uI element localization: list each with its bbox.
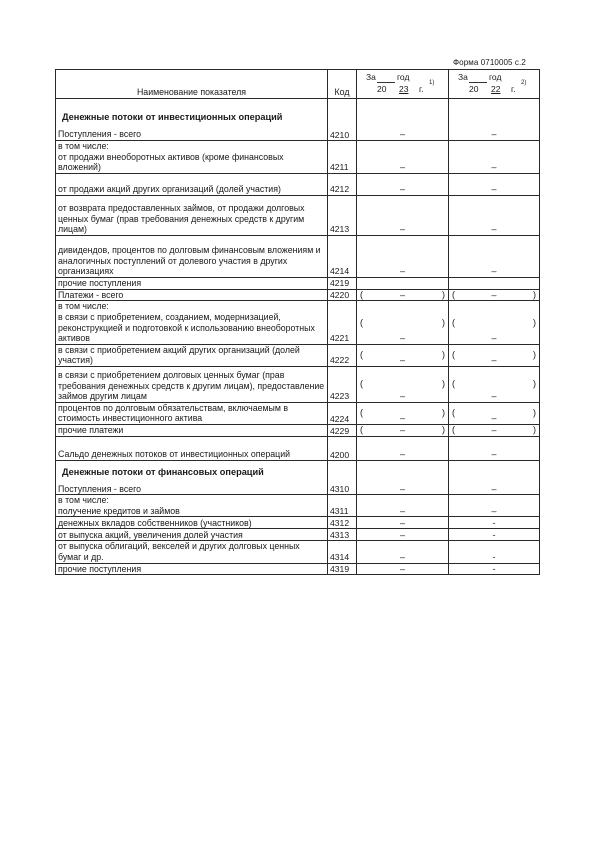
value-v2-10 — [449, 402, 540, 424]
row-label-text: в том числе: от продажи внеоборотных активов (кроме финансовых вложений) — [58, 141, 284, 173]
row-label-0 — [56, 99, 328, 141]
table-row — [56, 402, 540, 424]
value-text: – — [399, 505, 405, 516]
value-text: – — [491, 129, 497, 140]
value-v2-16 — [449, 529, 540, 541]
value-v2-8 — [449, 344, 540, 366]
table-row — [56, 517, 540, 529]
row-label-10 — [56, 402, 328, 424]
header-year1-god: год — [397, 72, 410, 82]
value-text: - — [492, 529, 496, 540]
row-code-15: 4312 — [328, 517, 357, 529]
row-label-text: от выпуска акций, увеличения долей участия — [58, 529, 243, 540]
paren-close: ) — [533, 424, 536, 435]
header-year-previous — [449, 70, 540, 99]
row-label-4 — [56, 235, 328, 277]
paren-close: ) — [533, 317, 536, 328]
paren-open: ( — [452, 349, 455, 360]
table-row — [56, 436, 540, 460]
value-text: – — [399, 390, 405, 401]
value-text: – — [491, 289, 497, 300]
row-label-text: в связи с приобретением долговых ценных бумаг (прав требования денежных средств к другим лицам), предоставление займов другим лицам — [58, 370, 325, 402]
value-v2-1 — [449, 141, 540, 174]
row-code-9: 4223 — [328, 366, 357, 402]
table-row — [56, 366, 540, 402]
value-v2-6 — [449, 289, 540, 301]
value-v2-9 — [449, 366, 540, 402]
value-v2-0 — [449, 99, 540, 141]
value-v2-14 — [449, 495, 540, 517]
value-v1-5 — [357, 277, 449, 289]
value-v1-2 — [357, 173, 449, 195]
row-code-4: 4214 — [328, 235, 357, 277]
row-code-6: 4220 — [328, 289, 357, 301]
row-label-3 — [56, 195, 328, 235]
row-label-2 — [56, 173, 328, 195]
value-v2-3 — [449, 195, 540, 235]
value-v2-18 — [449, 563, 540, 575]
value-text: – — [399, 129, 405, 140]
form-number: Форма 0710005 с.2 — [453, 58, 526, 67]
value-text: – — [491, 413, 497, 424]
row-code-10: 4224 — [328, 402, 357, 424]
paren-open: ( — [360, 349, 363, 360]
header-year2-za: За — [458, 72, 468, 82]
row-code-0: 4210 — [328, 99, 357, 141]
row-label-text: от возврата предоставленных займов, от продажи долговых ценных бумаг (прав требования денежных средств к другим лицам) — [58, 203, 305, 235]
table-row — [56, 195, 540, 235]
value-text: – — [399, 223, 405, 234]
value-v2-17 — [449, 541, 540, 563]
row-code-2: 4212 — [328, 173, 357, 195]
paren-close: ) — [442, 317, 445, 328]
row-label-9 — [56, 366, 328, 402]
row-label-text: от продажи акций других организаций (долей участия) — [58, 184, 281, 195]
paren-open: ( — [360, 378, 363, 389]
value-text: – — [491, 390, 497, 401]
value-v1-10 — [357, 402, 449, 424]
paren-open: ( — [360, 317, 363, 328]
value-text: – — [399, 425, 405, 436]
paren-open: ( — [452, 289, 455, 300]
value-v2-5 — [449, 277, 540, 289]
value-text: – — [399, 289, 405, 300]
value-text: – — [399, 265, 405, 276]
value-text: – — [491, 425, 497, 436]
header-year2-prefix: 20 — [469, 84, 479, 94]
header-year2-god: год — [489, 72, 502, 82]
row-label-text: прочие поступления — [58, 563, 142, 574]
row-code-12: 4200 — [328, 436, 357, 460]
row-code-5: 4219 — [328, 277, 357, 289]
header-year2-suffix: г. — [511, 84, 516, 94]
row-code-16: 4313 — [328, 529, 357, 541]
header-year1-prefix: 20 — [377, 84, 387, 94]
row-code-7: 4221 — [328, 301, 357, 344]
value-v1-12 — [357, 436, 449, 460]
table-row — [56, 460, 540, 495]
row-label-text: процентов по долговым обязательствам, включаемым в стоимость инвестиционного актива — [58, 402, 289, 424]
value-v1-17 — [357, 541, 449, 563]
table-row — [56, 277, 540, 289]
row-code-8: 4222 — [328, 344, 357, 366]
value-text: – — [491, 223, 497, 234]
row-label-text: Поступления - всего — [58, 129, 142, 140]
value-v2-12 — [449, 436, 540, 460]
row-code-11: 4229 — [328, 424, 357, 436]
header-year-current — [357, 70, 449, 99]
row-label-1 — [56, 141, 328, 174]
row-label-6 — [56, 289, 328, 301]
value-v1-14 — [357, 495, 449, 517]
row-label-text: Сальдо денежных потоков от инвестиционных операций — [58, 449, 291, 460]
section-title: Денежные потоки от инвестиционных операций — [62, 112, 283, 123]
value-v1-7 — [357, 301, 449, 344]
paren-close: ) — [533, 289, 536, 300]
value-text: – — [399, 563, 405, 574]
value-text: - — [492, 563, 496, 574]
row-label-15 — [56, 517, 328, 529]
paren-close: ) — [442, 424, 445, 435]
row-label-8 — [56, 344, 328, 366]
value-v1-13 — [357, 460, 449, 495]
value-text: – — [399, 449, 405, 460]
row-label-text: прочие платежи — [58, 425, 124, 436]
value-v2-15 — [449, 517, 540, 529]
table-row — [56, 301, 540, 344]
table-row — [56, 289, 540, 301]
table-header-row — [56, 70, 540, 99]
value-text: – — [399, 517, 405, 528]
value-text: – — [491, 505, 497, 516]
header-year1-note: 1) — [429, 80, 435, 86]
value-v2-7 — [449, 301, 540, 344]
value-v1-3 — [357, 195, 449, 235]
row-label-7 — [56, 301, 328, 344]
paren-open: ( — [452, 317, 455, 328]
row-label-text: в том числе: в связи с приобретением, созданием, модернизацией, реконструкцией и подготовкой к использованию внеоборотных активов — [58, 301, 315, 344]
paren-open: ( — [360, 407, 363, 418]
section-title: Денежные потоки от финансовых операций — [62, 466, 264, 477]
row-label-17 — [56, 541, 328, 563]
value-text: – — [491, 449, 497, 460]
row-code-14: 4311 — [328, 495, 357, 517]
table-row — [56, 173, 540, 195]
value-v2-13 — [449, 460, 540, 495]
row-code-1: 4211 — [328, 141, 357, 174]
value-text: – — [399, 332, 405, 343]
paren-open: ( — [452, 378, 455, 389]
header-code: Код — [328, 70, 357, 99]
row-label-text: от выпуска облигаций, векселей и других долговых ценных бумаг и др. — [58, 541, 300, 563]
row-code-17: 4314 — [328, 541, 357, 563]
value-text: – — [491, 161, 497, 172]
row-label-11 — [56, 424, 328, 436]
header-name: Наименование показателя — [56, 70, 328, 99]
row-label-12 — [56, 436, 328, 460]
value-text: – — [399, 183, 405, 194]
cash-flow-table — [55, 69, 540, 575]
value-text: – — [491, 354, 497, 365]
row-label-16 — [56, 529, 328, 541]
paren-open: ( — [452, 424, 455, 435]
table-row — [56, 541, 540, 563]
header-year2-note: 2) — [521, 80, 527, 86]
row-label-5 — [56, 277, 328, 289]
value-v1-1 — [357, 141, 449, 174]
table-row — [56, 235, 540, 277]
row-code-18: 4319 — [328, 563, 357, 575]
value-text: – — [399, 483, 405, 494]
header-year1-year: 23 — [399, 84, 409, 94]
row-label-text: Поступления - всего — [58, 483, 142, 494]
value-v1-0 — [357, 99, 449, 141]
value-text: – — [399, 529, 405, 540]
value-text: – — [491, 183, 497, 194]
value-text: – — [491, 332, 497, 343]
row-label-13 — [56, 460, 328, 495]
paren-open: ( — [360, 424, 363, 435]
row-label-14 — [56, 495, 328, 517]
value-text: – — [491, 265, 497, 276]
paren-close: ) — [442, 349, 445, 360]
value-text: - — [492, 517, 496, 528]
value-text: – — [399, 551, 405, 562]
row-label-text: прочие поступления — [58, 278, 142, 289]
table-row — [56, 495, 540, 517]
value-v2-2 — [449, 173, 540, 195]
row-label-text: Платежи - всего — [58, 289, 124, 300]
value-v1-4 — [357, 235, 449, 277]
row-code-13: 4310 — [328, 460, 357, 495]
paren-close: ) — [533, 407, 536, 418]
row-label-18 — [56, 563, 328, 575]
value-v2-4 — [449, 235, 540, 277]
paren-close: ) — [533, 349, 536, 360]
table-row — [56, 424, 540, 436]
table-row — [56, 563, 540, 575]
paren-close: ) — [442, 407, 445, 418]
header-year1-za: За — [366, 72, 376, 82]
row-label-text: в том числе: получение кредитов и займов — [58, 495, 180, 516]
value-v1-18 — [357, 563, 449, 575]
paren-open: ( — [360, 289, 363, 300]
value-v1-11 — [357, 424, 449, 436]
table-row — [56, 344, 540, 366]
value-text: – — [399, 161, 405, 172]
value-v1-15 — [357, 517, 449, 529]
paren-close: ) — [442, 378, 445, 389]
paren-close: ) — [533, 378, 536, 389]
paren-close: ) — [442, 289, 445, 300]
value-text: – — [399, 413, 405, 424]
table-row — [56, 529, 540, 541]
row-label-text: дивидендов, процентов по долговым финансовым вложениям и аналогичных поступлений от долевого участия в других организациях — [58, 245, 321, 277]
value-text: – — [399, 354, 405, 365]
header-year1-suffix: г. — [419, 84, 424, 94]
header-year2-year: 22 — [491, 84, 501, 94]
table-row — [56, 141, 540, 174]
value-text: – — [491, 483, 497, 494]
value-v1-8 — [357, 344, 449, 366]
table-row — [56, 99, 540, 141]
row-code-3: 4213 — [328, 195, 357, 235]
row-label-text: денежных вкладов собственников (участников) — [58, 517, 252, 528]
value-v2-11 — [449, 424, 540, 436]
value-v1-9 — [357, 366, 449, 402]
paren-open: ( — [452, 407, 455, 418]
value-text: - — [492, 551, 496, 562]
row-label-text: в связи с приобретением акций других организаций (долей участия) — [58, 344, 300, 366]
value-v1-6 — [357, 289, 449, 301]
value-v1-16 — [357, 529, 449, 541]
